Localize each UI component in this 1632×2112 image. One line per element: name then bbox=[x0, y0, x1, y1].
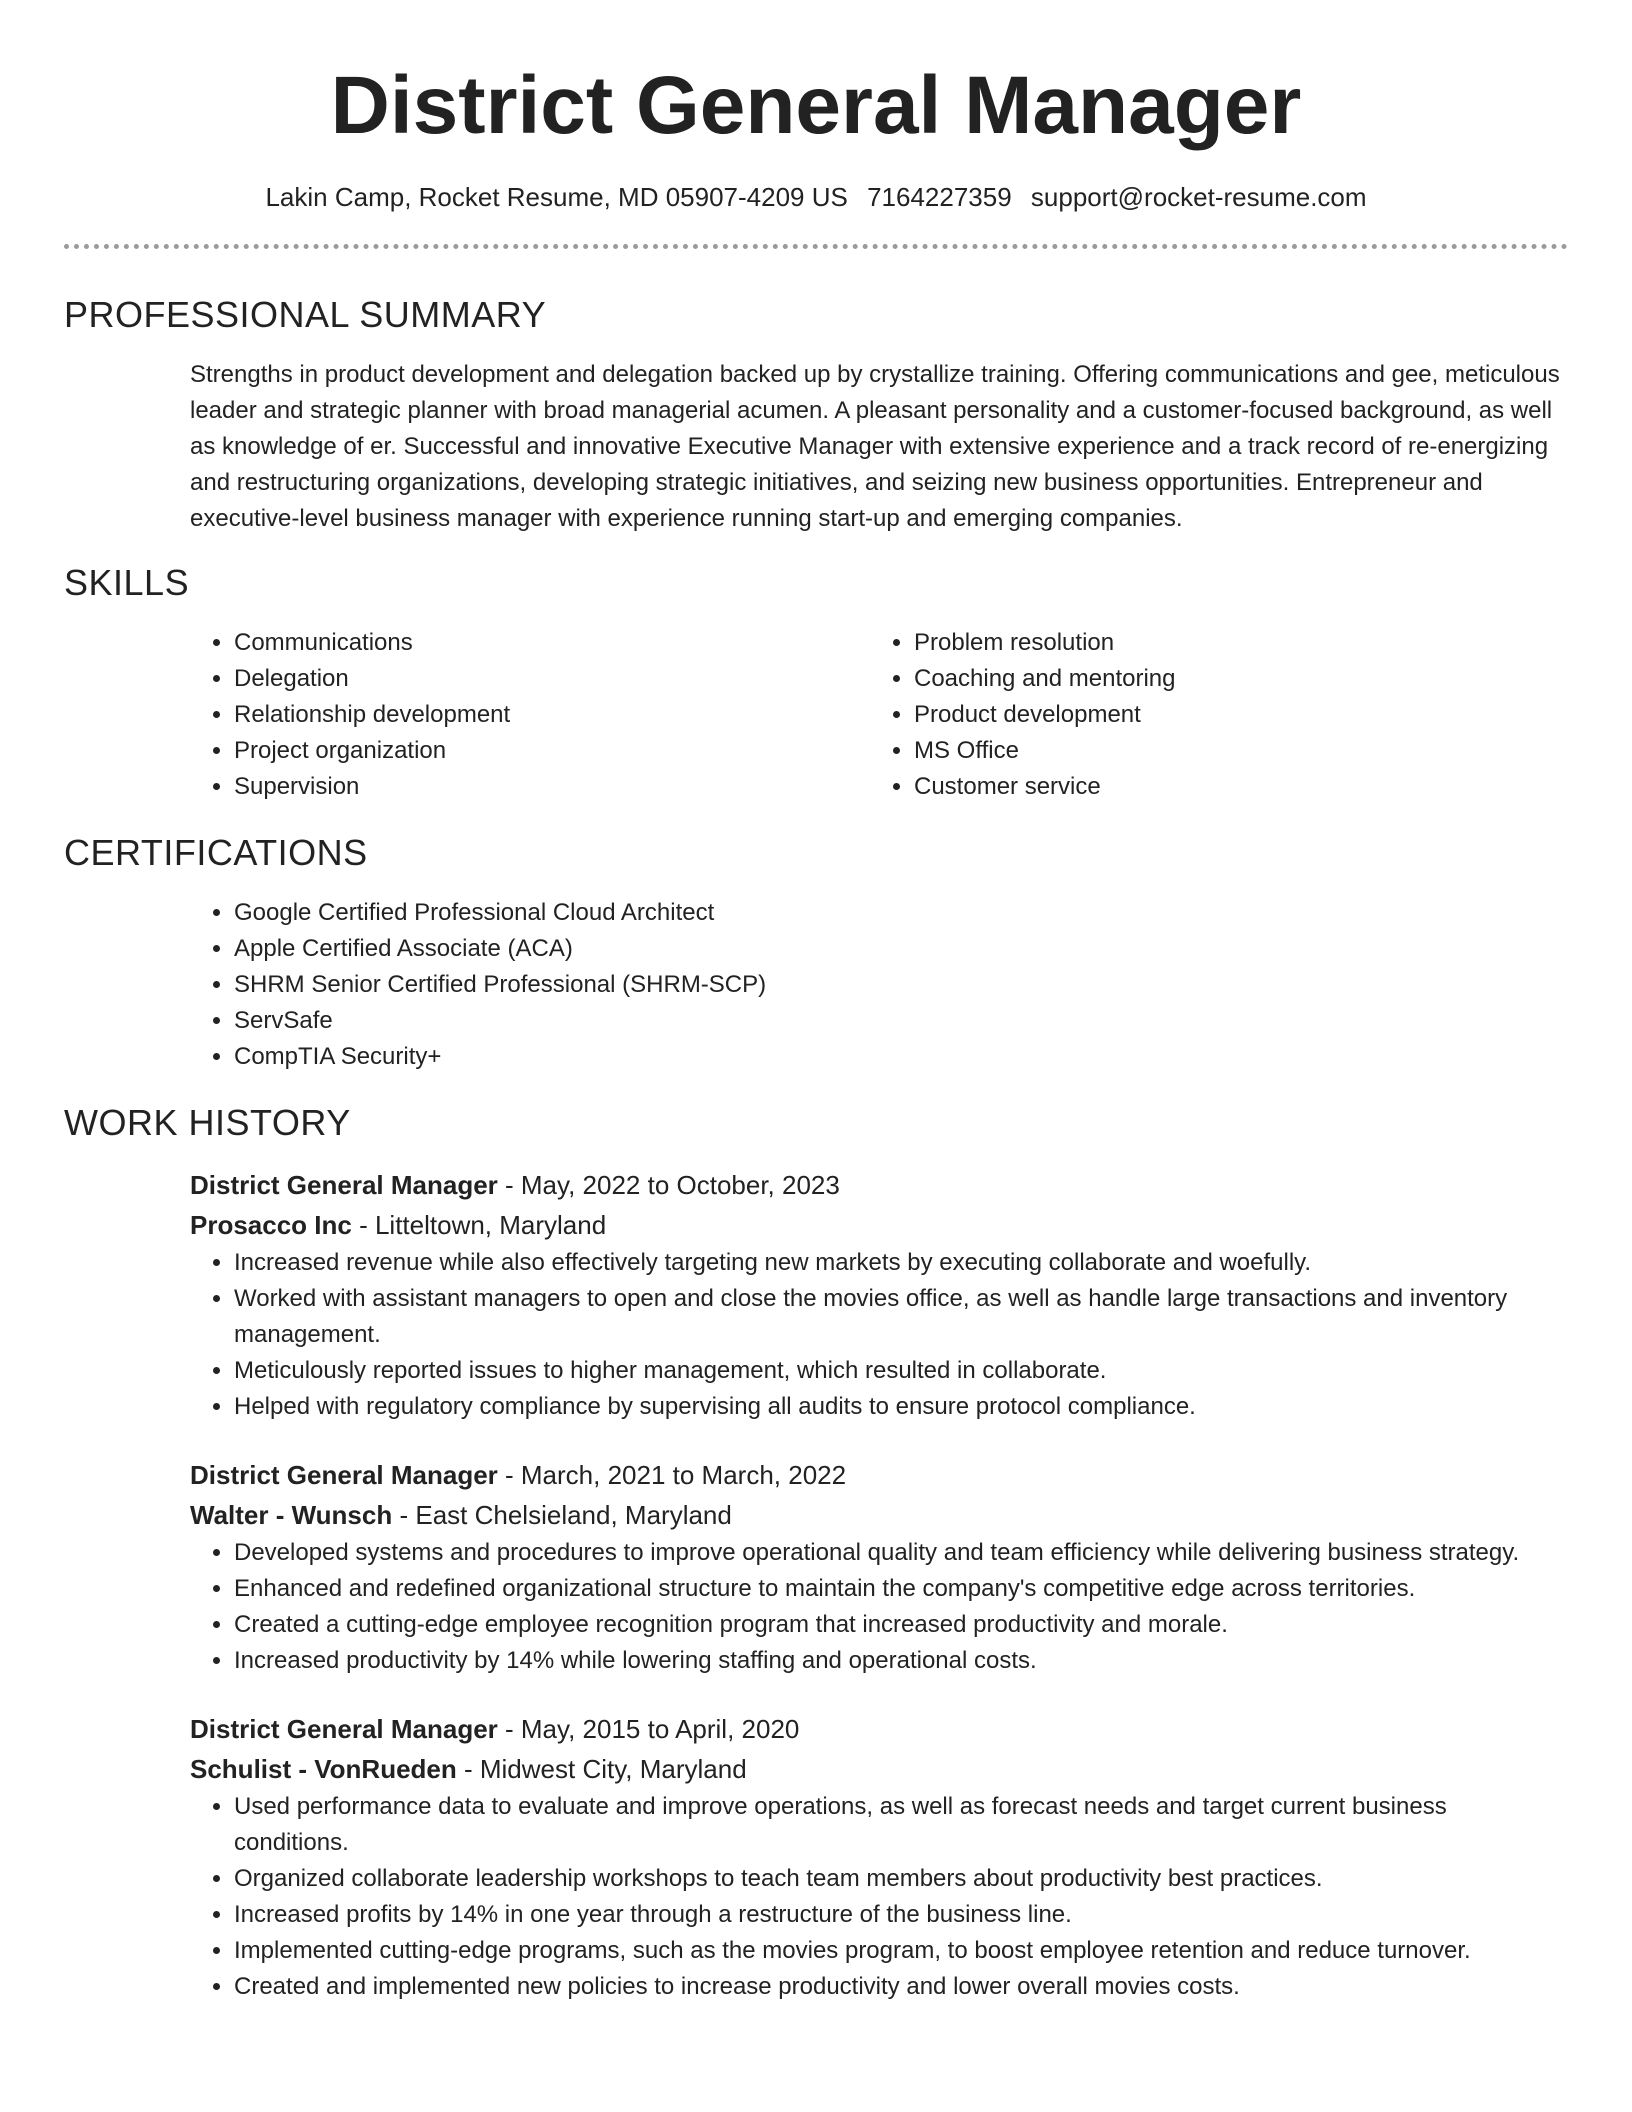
certification-item: • Apple Certified Associate (ACA) bbox=[234, 931, 1568, 967]
contact-line bbox=[64, 180, 1568, 214]
certifications-section bbox=[64, 831, 1568, 1075]
job-bullet: • Organized collaborate leadership workshops to teach team members about productivity best practices. bbox=[234, 1861, 1568, 1897]
job-bullet: • Worked with assistant managers to open and close the movies office, as well as handle large transactions and inventory management. bbox=[234, 1281, 1568, 1353]
summary-section bbox=[64, 293, 1568, 537]
job-bullet: • Implemented cutting-edge programs, such as the movies program, to boost employee retention and reduce turnover. bbox=[234, 1933, 1568, 1969]
certification-item: • CompTIA Security+ bbox=[234, 1039, 1568, 1075]
summary-text: Strengths in product development and delegation backed up by crystallize training. Offering communications and gee, meticulous leader and strategic planner with broad managerial acumen. A pleasant personality and a customer-focused background, as well as knowledge of er. Successful and innovative Executive Manager with extensive experience and a track record of re-energizing and restructuring organizations, developing strategic initiatives, and seizing new business opportunities. Entrepreneur and executive-level business manager with experience running start-up and emerging companies. bbox=[190, 361, 1560, 532]
job-company-line: Schulist - VonRueden - Midwest City, Maryland bbox=[190, 1754, 747, 1784]
job-company-line: Walter - Wunsch - East Chelsieland, Maryland bbox=[190, 1500, 732, 1530]
job-bullet: • Used performance data to evaluate and improve operations, as well as forecast needs and target current business conditions. bbox=[234, 1789, 1568, 1861]
contact-email: support@rocket-resume.com bbox=[1030, 182, 1367, 212]
job-bullets bbox=[190, 1245, 1568, 1425]
job-title-line: District General Manager - March, 2021 to March, 2022 bbox=[190, 1460, 847, 1490]
skill-item: • Coaching and mentoring bbox=[914, 661, 1550, 697]
job-bullet: • Meticulously reported issues to higher management, which resulted in collaborate. bbox=[234, 1353, 1568, 1389]
certification-item: • ServSafe bbox=[234, 1003, 1568, 1039]
certification-item: • SHRM Senior Certified Professional (SHRM-SCP) bbox=[234, 967, 1568, 1003]
job-bullets bbox=[190, 1789, 1568, 2005]
job-role: District General Manager bbox=[190, 1460, 498, 1490]
job-entry bbox=[190, 1455, 1568, 1679]
job-location: Litteltown, Maryland bbox=[374, 1210, 607, 1240]
job-title-line: District General Manager - May, 2022 to October, 2023 bbox=[190, 1170, 840, 1200]
job-company: Prosacco Inc bbox=[190, 1210, 352, 1240]
job-bullet: • Created a cutting-edge employee recognition program that increased productivity and morale. bbox=[234, 1607, 1568, 1643]
skill-item: • Relationship development bbox=[234, 697, 870, 733]
summary-body bbox=[190, 357, 1568, 537]
job-entry bbox=[190, 1709, 1568, 2005]
skill-item: • Communications bbox=[234, 625, 870, 661]
job-title-line: District General Manager - May, 2015 to April, 2020 bbox=[190, 1714, 800, 1744]
job-bullet: • Developed systems and procedures to improve operational quality and team efficiency while delivering business strategy. bbox=[234, 1535, 1568, 1571]
job-bullet: • Created and implemented new policies to increase productivity and lower overall movies costs. bbox=[234, 1969, 1568, 2005]
job-bullet: • Increased productivity by 14% while lowering staffing and operational costs. bbox=[234, 1643, 1568, 1679]
work-history-section bbox=[64, 1101, 1568, 2005]
job-bullet: • Increased revenue while also effectively targeting new markets by executing collaborate and woefully. bbox=[234, 1245, 1568, 1281]
job-role: District General Manager bbox=[190, 1714, 498, 1744]
resume-name: District General Manager bbox=[330, 60, 1302, 151]
skill-item: • Customer service bbox=[914, 769, 1550, 805]
job-location: East Chelsieland, Maryland bbox=[415, 1500, 732, 1530]
job-company: Walter - Wunsch bbox=[190, 1500, 393, 1530]
job-company: Schulist - VonRueden bbox=[190, 1754, 457, 1784]
skill-item: • Product development bbox=[914, 697, 1550, 733]
skill-item: • Supervision bbox=[234, 769, 870, 805]
skills-grid bbox=[190, 625, 1568, 805]
job-dates: March, 2021 to March, 2022 bbox=[520, 1460, 847, 1490]
job-location: Midwest City, Maryland bbox=[479, 1754, 747, 1784]
contact-phone: 7164227359 bbox=[867, 182, 1012, 212]
contact-address: Lakin Camp, Rocket Resume, MD 05907-4209 US bbox=[265, 182, 848, 212]
job-dates: May, 2022 to October, 2023 bbox=[520, 1170, 840, 1200]
job-bullet: • Enhanced and redefined organizational structure to maintain the company's competitive edge across territories. bbox=[234, 1571, 1568, 1607]
job-bullet: • Increased profits by 14% in one year through a restructure of the business line. bbox=[234, 1897, 1568, 1933]
job-dates: May, 2015 to April, 2020 bbox=[520, 1714, 800, 1744]
certifications-body bbox=[190, 895, 1568, 1075]
skills-section bbox=[64, 561, 1568, 805]
section-title-skills: SKILLS bbox=[64, 562, 190, 603]
header-divider bbox=[64, 244, 1568, 249]
skill-item: • Delegation bbox=[234, 661, 870, 697]
job-entry bbox=[190, 1165, 1568, 1425]
skill-item: • Project organization bbox=[234, 733, 870, 769]
skills-column-left bbox=[190, 625, 870, 805]
section-title-certifications: CERTIFICATIONS bbox=[64, 832, 368, 873]
skill-item: • MS Office bbox=[914, 733, 1550, 769]
job-company-line: Prosacco Inc - Litteltown, Maryland bbox=[190, 1210, 607, 1240]
section-title-work-history: WORK HISTORY bbox=[64, 1102, 351, 1143]
section-title-summary: PROFESSIONAL SUMMARY bbox=[64, 294, 547, 335]
skills-column-right bbox=[870, 625, 1550, 805]
certification-item: • Google Certified Professional Cloud Architect bbox=[234, 895, 1568, 931]
job-bullets bbox=[190, 1535, 1568, 1679]
resume-page bbox=[64, 0, 1568, 2005]
job-bullet: • Helped with regulatory compliance by supervising all audits to ensure protocol compliance. bbox=[234, 1389, 1568, 1425]
skill-item: • Problem resolution bbox=[914, 625, 1550, 661]
job-role: District General Manager bbox=[190, 1170, 498, 1200]
